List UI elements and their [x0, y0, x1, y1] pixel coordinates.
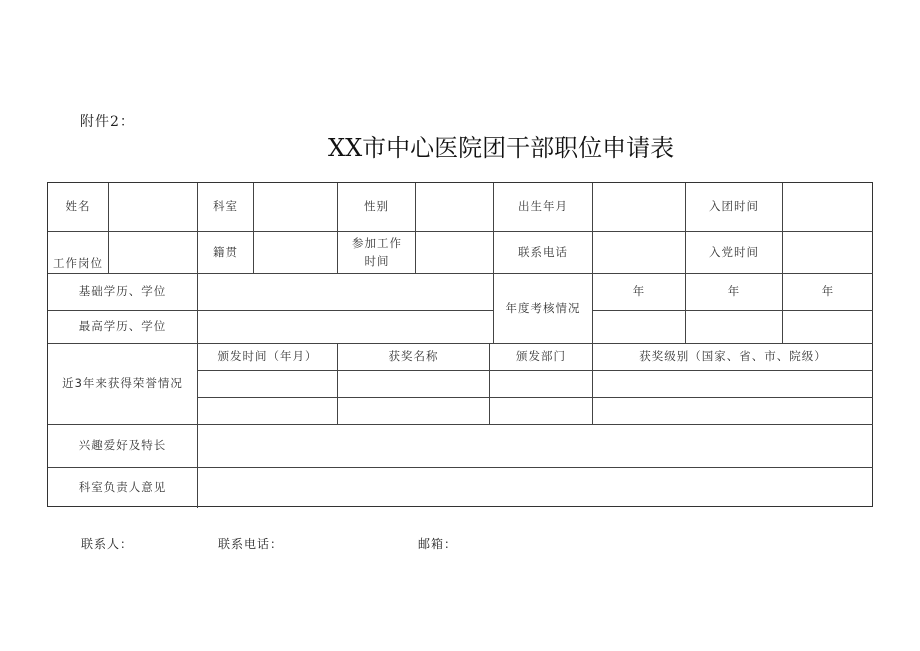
dept-head-label: 科室负责人意见	[78, 479, 167, 494]
honors-header-level: 获奖级别（国家、省、市、院级）	[639, 349, 827, 364]
name-field[interactable]	[109, 183, 197, 231]
honors-field[interactable]	[338, 398, 489, 424]
year-label-1: 年	[632, 284, 646, 299]
position-label: 工作岗位	[53, 255, 103, 270]
basic-edu-label: 基础学历、学位	[78, 284, 167, 299]
page-title: XX市中心医院团干部职位申请表	[328, 134, 675, 162]
work-start-label: 参加工作时间	[352, 236, 402, 268]
year-label-3: 年	[821, 284, 835, 299]
honors-header-award: 获奖名称	[388, 349, 439, 364]
highest-edu-field[interactable]	[198, 311, 493, 343]
birth-field[interactable]	[593, 183, 685, 231]
gender-field[interactable]	[416, 183, 493, 231]
honors-field[interactable]	[198, 371, 337, 397]
honors-field[interactable]	[490, 371, 592, 397]
honors-header-date: 颁发时间（年月）	[217, 349, 318, 364]
email-label: 邮箱：	[418, 537, 458, 551]
dept-field[interactable]	[254, 183, 337, 231]
native-label: 籍贯	[213, 244, 238, 259]
honors-field[interactable]	[593, 371, 873, 397]
annual-review-label: 年度考核情况	[505, 300, 581, 315]
dept-head-field[interactable]	[198, 468, 873, 507]
name-label: 姓名	[65, 199, 91, 214]
work-start-field[interactable]	[416, 232, 493, 273]
review-field-2[interactable]	[686, 311, 782, 343]
party-join-field[interactable]	[783, 232, 873, 273]
footer-phone-label: 联系电话：	[218, 537, 284, 551]
attachment-label: 附件2：	[80, 114, 135, 130]
league-join-label: 入团时间	[709, 199, 759, 214]
hobbies-label: 兴趣爱好及特长	[78, 438, 167, 453]
gender-label: 性别	[364, 199, 389, 214]
native-field[interactable]	[254, 232, 337, 273]
birth-label: 出生年月	[518, 199, 568, 214]
phone-field[interactable]	[593, 232, 685, 273]
honors-header-issuer: 颁发部门	[516, 349, 566, 364]
basic-edu-field[interactable]	[198, 274, 493, 310]
honors-field[interactable]	[490, 398, 592, 424]
year-label-2: 年	[727, 284, 741, 299]
application-form	[47, 182, 873, 507]
phone-label: 联系电话	[518, 244, 568, 259]
dept-label: 科室	[213, 199, 238, 214]
highest-edu-label: 最高学历、学位	[78, 319, 167, 334]
league-join-field[interactable]	[783, 183, 873, 231]
honors-field[interactable]	[593, 398, 873, 424]
contact-label: 联系人：	[81, 537, 134, 551]
review-field-3[interactable]	[783, 311, 873, 343]
party-join-label: 入党时间	[709, 244, 759, 259]
position-field[interactable]	[109, 232, 197, 273]
honors-label: 近3年来获得荣誉情况	[62, 376, 183, 391]
hobbies-field[interactable]	[198, 425, 873, 467]
review-field-1[interactable]	[593, 311, 685, 343]
honors-field[interactable]	[338, 371, 489, 397]
honors-field[interactable]	[198, 398, 337, 424]
